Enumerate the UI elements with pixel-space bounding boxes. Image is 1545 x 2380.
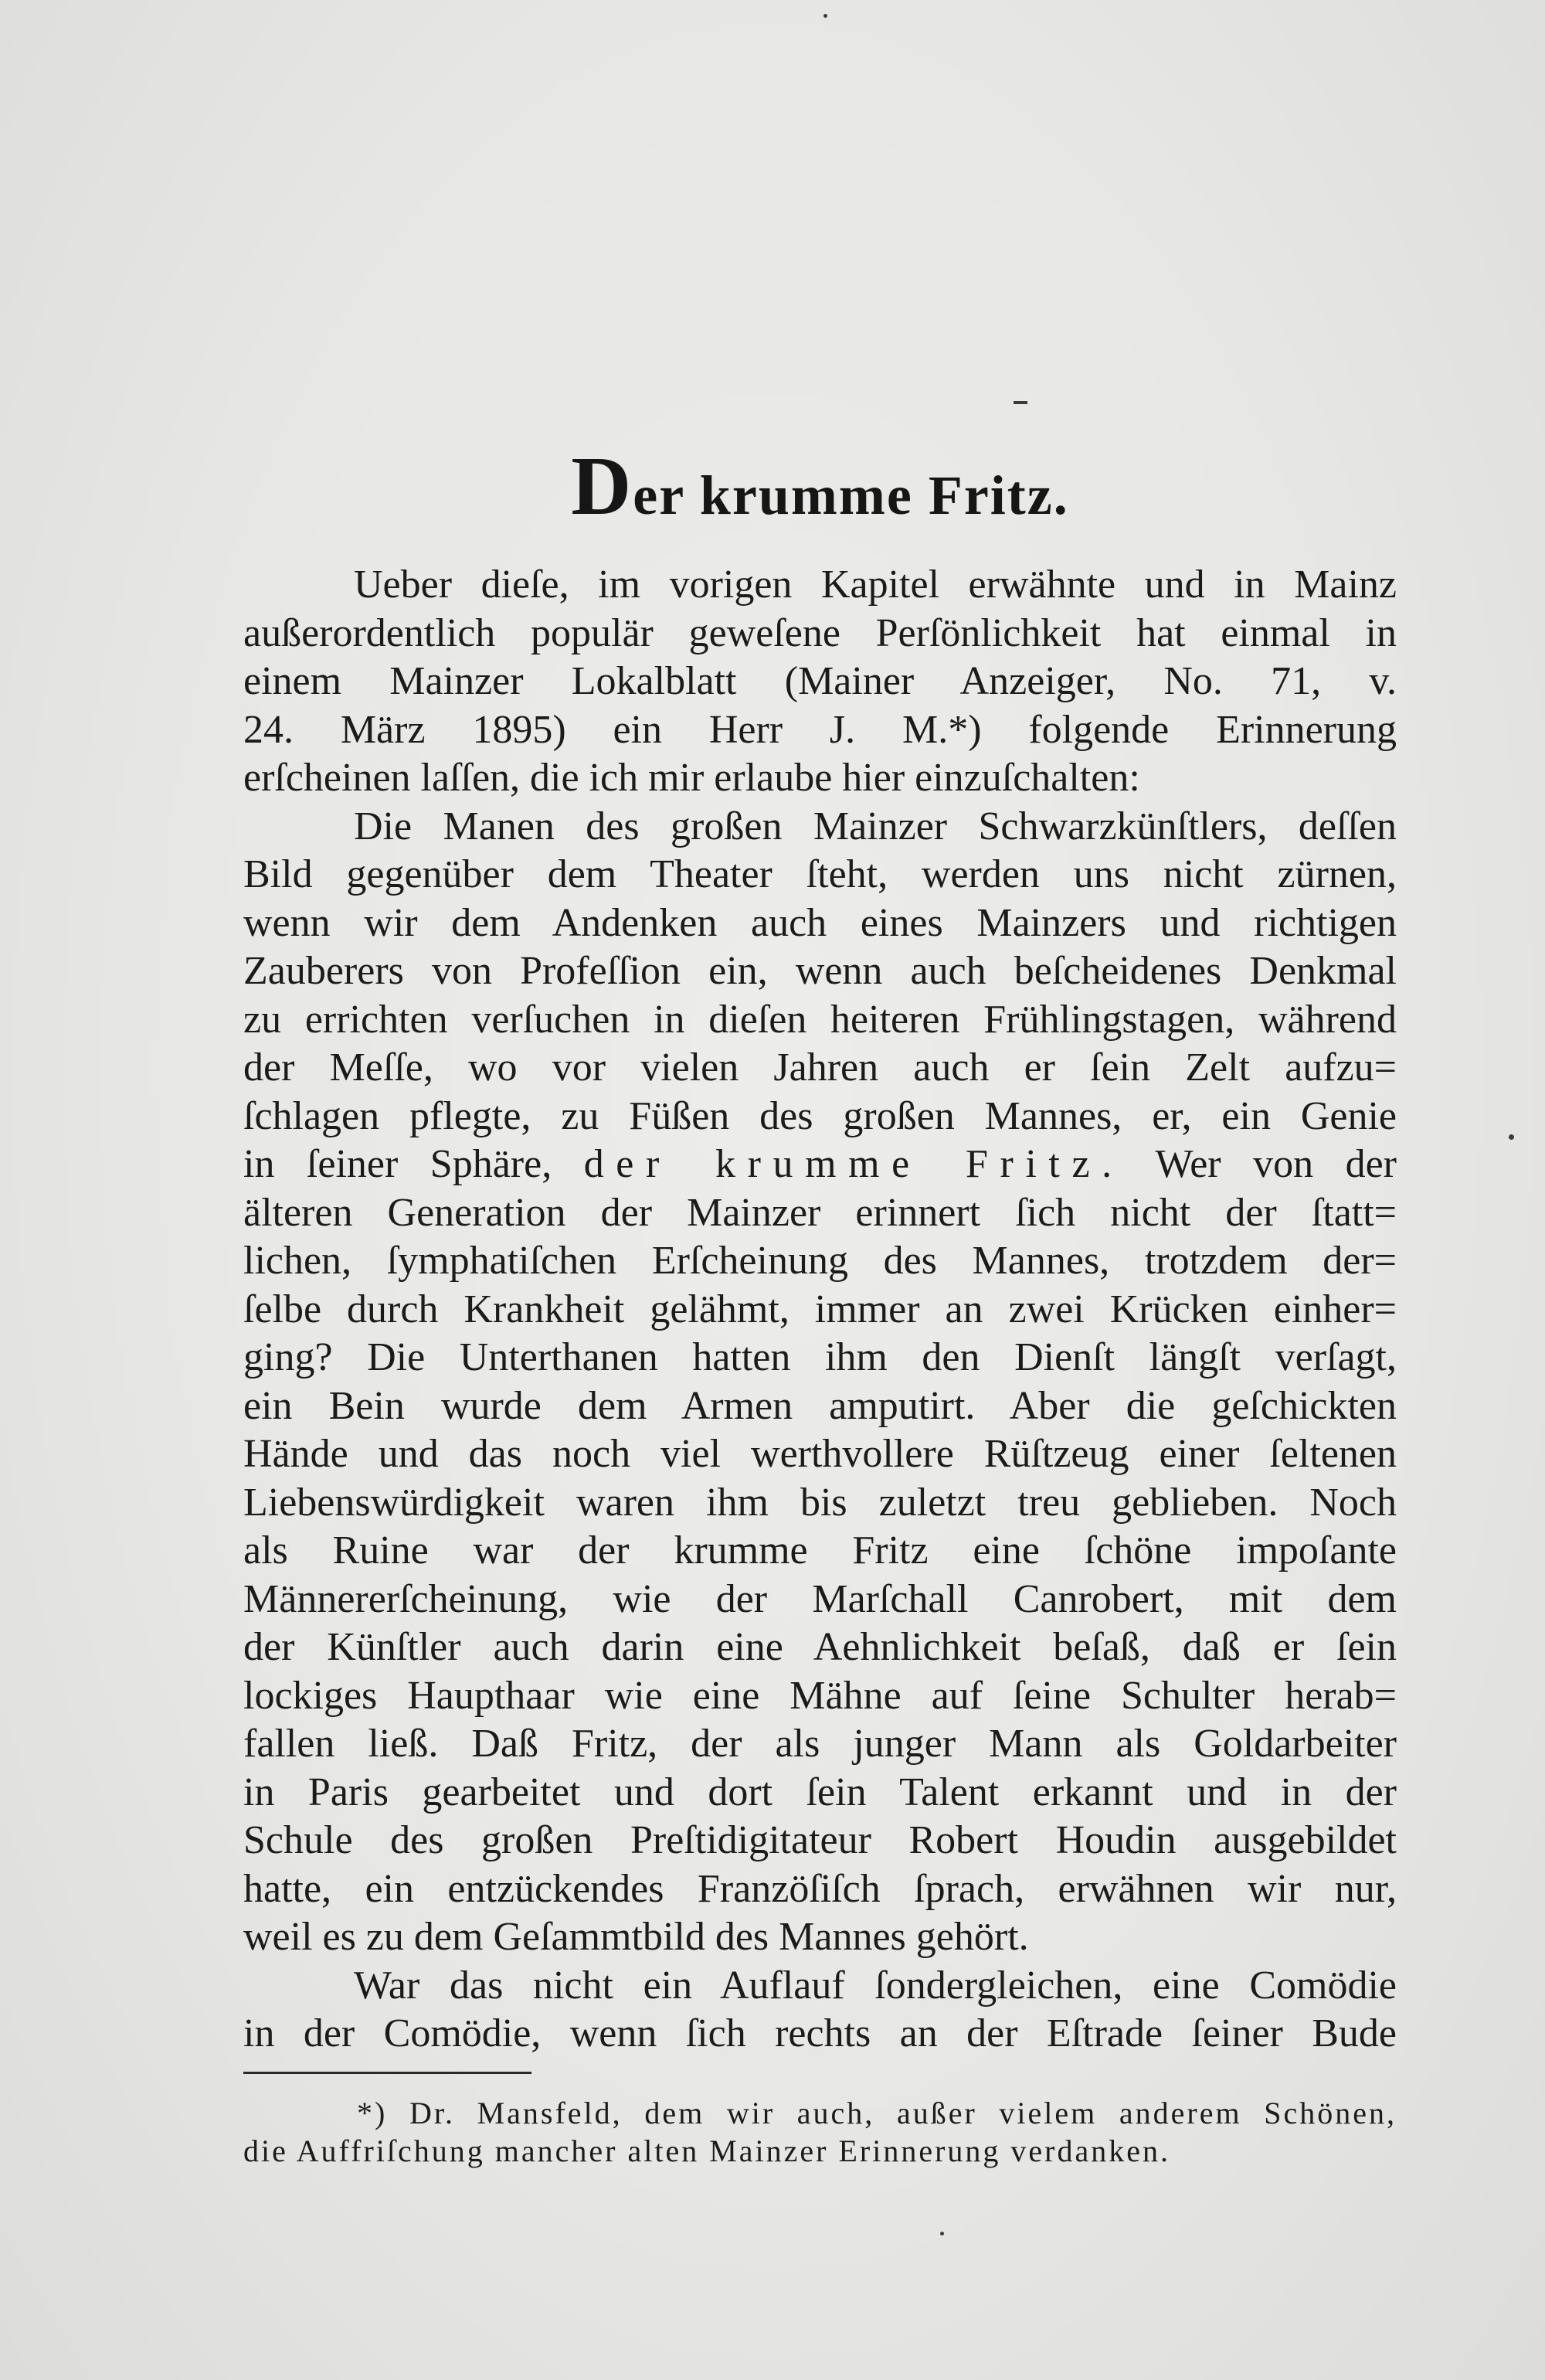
text-line: ein Bein wurde dem Armen amputirt. Aber die geſchickten (243, 1383, 1397, 1428)
text-line: zu errichten verſuchen in dieſen heiteren Frühlingstagen, während (243, 997, 1397, 1042)
text-line: hatte, ein entzückendes Franzöſiſch ſprach, erwähnen wir nur, (243, 1866, 1397, 1911)
paragraph (243, 561, 1397, 803)
text-line: in Paris gearbeitet und dort ſein Talent erkannt und in der (243, 1770, 1397, 1814)
text-line: einem Mainzer Lokalblatt (Mainer Anzeiger, No. 71, v. (243, 659, 1397, 703)
text-line: Die Manen des großen Mainzer Schwarzkünſtlers, deſſen (354, 804, 1397, 848)
text-line: in der Comödie, wenn ſich rechts an der Eſtrade ſeiner Bude (243, 2011, 1397, 2055)
text-line: 24. März 1895) ein Herr J. M.*) folgende Erinnerung (243, 707, 1397, 752)
text-line: Männererſcheinung, wie der Marſchall Canrobert, mit dem (243, 1576, 1397, 1621)
text-line: der Meſſe, wo vor vielen Jahren auch er ſein Zelt aufzu= (243, 1046, 1397, 1090)
footnote-line: *) Dr. Mansfeld, dem wir auch, außer vielem anderem Schönen, (357, 2096, 1397, 2130)
text-line: lichen, ſymphatiſchen Erſcheinung des Mannes, trotzdem der= (243, 1239, 1397, 1283)
body-text (243, 561, 1397, 2059)
text-line: Zauberers von Profeſſion ein, wenn auch beſcheidenes Denkmal (243, 949, 1397, 993)
text-line: lockiges Haupthaar wie eine Mähne auf ſeine Schulter herab= (243, 1673, 1397, 1718)
text-line (243, 1141, 1397, 1189)
text-line: weil es zu dem Geſammtbild des Mannes gehört. (243, 1915, 1029, 1959)
text-line: der Künſtler auch darin eine Aehnlichkeit beſaß, daß er ſein (243, 1625, 1397, 1669)
text-line: ging? Die Unterthanen hatten ihm den Dienſt längſt verſagt, (243, 1335, 1397, 1379)
text-line: Schule des großen Preſtidigitateur Robert Houdin ausgebildet (243, 1818, 1397, 1862)
text-line: älteren Generation der Mainzer erinnert ſich nicht der ſtatt= (243, 1190, 1397, 1235)
text-line: ſelbe durch Krankheit gelähmt, immer an zwei Krücken einher= (243, 1287, 1397, 1331)
text-segment: in ſeiner Sphäre, (243, 1142, 552, 1186)
text-line: Bild gegenüber dem Theater ſteht, werden uns nicht zürnen, (243, 852, 1397, 896)
paragraph (243, 1962, 1397, 2059)
paragraph (243, 803, 1397, 1962)
printer-mark (1014, 401, 1027, 404)
text-line: ſchlagen pflegte, zu Füßen des großen Mannes, er, ein Genie (243, 1093, 1397, 1138)
text-line: fallen ließ. Daß Fritz, der als junger Mann als Goldarbeiter (243, 1722, 1397, 1766)
text-line: als Ruine war der krumme Fritz eine ſchöne impoſante (243, 1528, 1397, 1572)
footnote-rule (243, 2072, 531, 2074)
footnote-line: die Auffriſchung mancher alten Mainzer Erinnerung verdanken. (243, 2134, 1170, 2168)
text-line: wenn wir dem Andenken auch eines Mainzers und richtigen (243, 900, 1397, 945)
spaced-emphasis: der krumme Fritz. (583, 1142, 1124, 1186)
page-title: Der krumme Fritz. (571, 440, 1069, 532)
text-line: außerordentlich populär geweſene Perſönlichkeit hat einmal in (243, 610, 1397, 655)
text-line: Hände und das noch viel werthvollere Rüſtzeug einer ſeltenen (243, 1432, 1397, 1476)
scan-speck (940, 2232, 944, 2236)
text-line: Liebenswürdigkeit waren ihm bis zuletzt treu geblieben. Noch (243, 1480, 1397, 1525)
footnote (243, 2094, 1397, 2170)
text-line: erſcheinen laſſen, die ich mir erlaube hier einzuſchalten: (243, 756, 1140, 800)
scan-speck (1509, 1134, 1514, 1140)
text-line: War das nicht ein Auflauf ſondergleichen, eine Comödie (354, 1963, 1397, 2008)
text-line: Ueber dieſe, im vorigen Kapitel erwähnte und in Mainz (354, 563, 1397, 607)
text-segment: Wer von der (1155, 1142, 1397, 1186)
scan-speck (823, 14, 827, 18)
